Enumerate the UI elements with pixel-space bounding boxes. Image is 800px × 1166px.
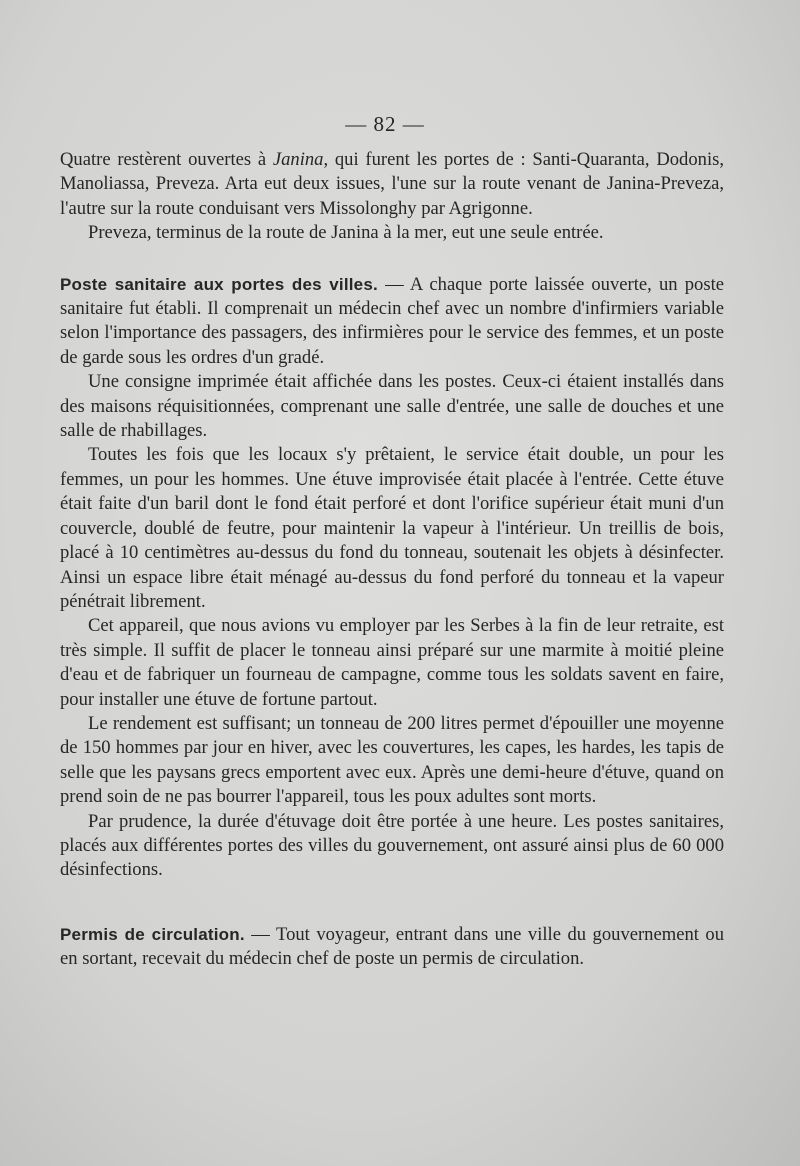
- paragraph-etuve: Toutes les fois que les locaux s'y prêtaient, le service était double, un pour les femmes, un pour les hommes. Une étuve improvisée était placée à l'entrée. Cette étuve était faite d'un baril dont le fond était perforé et dont l'orifice supérieur était muni d'un couvercle, doublé de feutre, pour maintenir la vapeur à l'intérieur. Un treillis de bois, placé à 10 centimètres au-dessus du fond du tonneau, soutenait les objets à désinfecter. Ainsi un espace libre était ménagé au-dessus du fond perforé du tonneau et la vapeur pénétrait librement.: [60, 444, 724, 612]
- section-intro: — A chaque porte laissée ouverte, un poste sanitaire fut établi. Il comprenait un médecin chef avec un nombre d'infirmiers variable selon l'importance des passagers, des infirmières pour le service des femmes, et un poste de garde sous les ordres d'un gradé.: [60, 273, 724, 368]
- city-name-janina: Janina: [272, 149, 324, 170]
- section-sanitary-posts: [60, 273, 724, 371]
- paragraph-rendement: Le rendement est suffisant; un tonneau de 200 litres permet d'épouiller une moyenne de 150 hommes par jour en hiver, avec les couvertures, les capes, les hardes, les tapis de selle que les paysans grecs emportent avec eux. Après une demi-heure d'étuve, quand on prend soin de ne pas bourrer l'appareil, tous les poux adultes sont morts.: [60, 712, 724, 808]
- page-number: — 82 —: [345, 112, 425, 136]
- section-intro: — Tout voyageur, entrant dans une ville du gouvernement ou en sortant, recevait du médecin chef de poste un permis de circulation.: [60, 923, 724, 970]
- paragraph-preveza: Preveza, terminus de la route de Janina à la mer, eut une seule entrée.: [88, 222, 604, 244]
- paragraph-appareil: Cet appareil, que nous avions vu employer par les Serbes à la fin de leur retraite, est très simple. Il suffit de placer le tonneau ainsi préparé sur une marmite à moitié pleine d'eau et de fabriquer un fourneau de campagne, comme tous les soldats savent en faire, pour installer une étuve de fortune partout.: [60, 615, 724, 710]
- paragraph-text: Quatre restèrent ouvertes à: [60, 149, 273, 170]
- paragraph-gates-open: [60, 148, 724, 221]
- page-body: [60, 148, 724, 972]
- paragraph-consigne: Une consigne imprimée était affichée dans les postes. Ceux-ci étaient installés dans des maisons réquisitionnées, comprenant une salle d'entrée, une salle de douches et une salle de rhabillages.: [60, 371, 724, 442]
- section-permis: [60, 923, 724, 972]
- paragraph-prudence: Par prudence, la durée d'étuvage doit être portée à une heure. Les postes sanitaires, placés aux différentes portes des villes du gouvernement, ont assuré ainsi plus de 60 000 désinfections.: [60, 810, 724, 881]
- paragraph-text: , qui furent les portes de : Santi-Quaranta, Dodonis, Manoliassa, Preveza. Arta eut deux issues, l'une sur la route venant de Janina-Preveza, l'autre sur la route conduisant vers Missolonghy par Agrigonne.: [60, 149, 724, 219]
- section-heading: Poste sanitaire aux portes des villes.: [60, 274, 378, 294]
- section-heading: Permis de circulation.: [60, 924, 245, 944]
